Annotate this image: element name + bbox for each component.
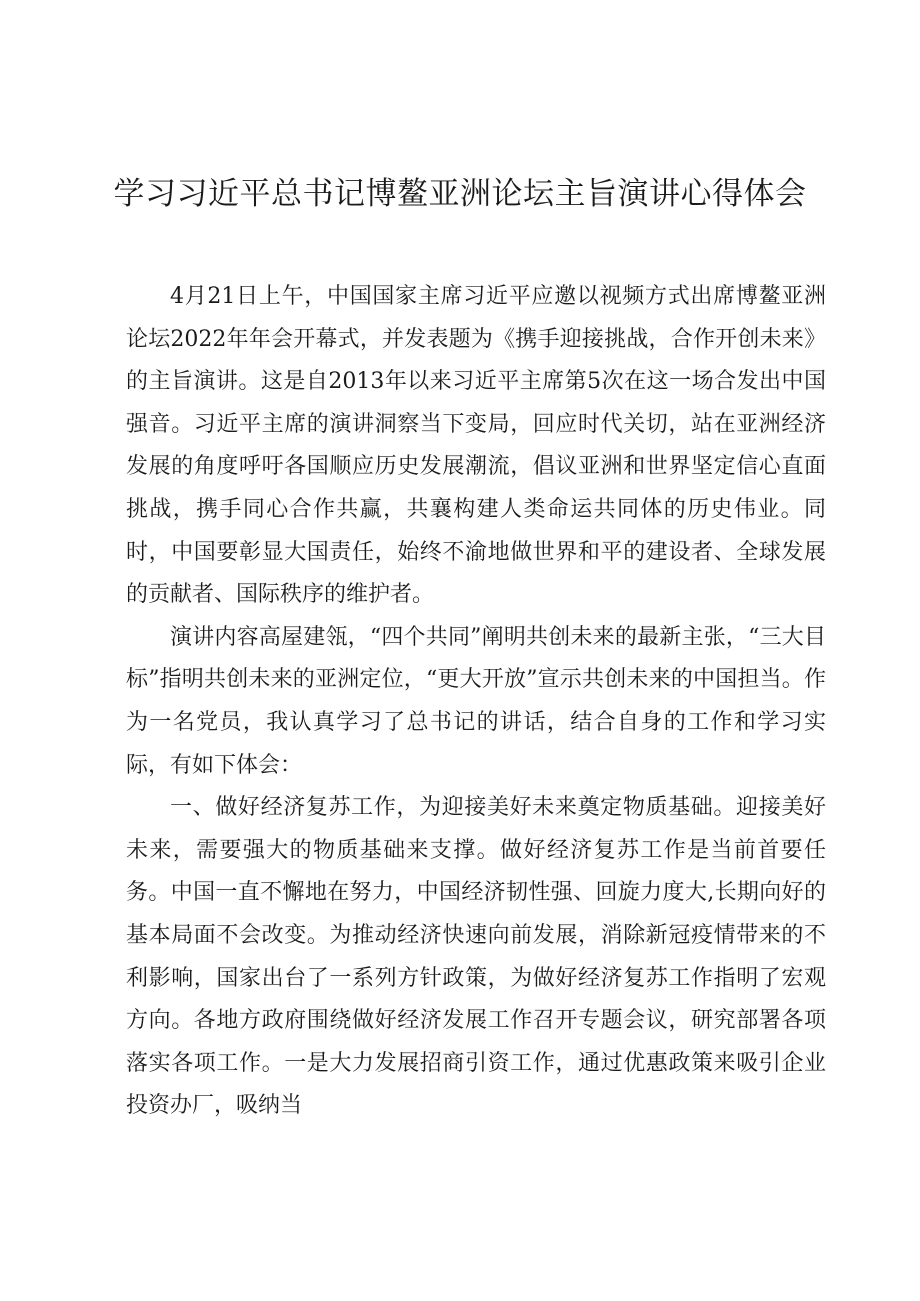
- paragraph-intro: 4月21日上午，中国国家主席习近平应邀以视频方式出席博鳌亚洲论坛2022年年会开幕式，并发表题为《携手迎接挑战，合作开创未来》的主旨演讲。这是自2013年以来习近平主席第5次在这一场合发出中国强音。习近平主席的演讲洞察当下变局，回应时代关切，站在亚洲经济发展的角度呼吁各国顺应历史发展潮流，倡议亚洲和世界坚定信心直面挑战，携手同心合作共赢，共襄构建人类命运共同体的历史伟业。同时，中国要彰显大国责任，始终不渝地做世界和平的建设者、全球发展的贡献者、国际秩序的维护者。: [126, 284, 826, 608]
- document-title: 学习习近平总书记博鳌亚洲论坛主旨演讲心得体会: [113, 176, 807, 212]
- paragraph-summary: 演讲内容高屋建瓴，“四个共同”阐明共创未来的最新主张，“三大目标”指明共创未来的亚洲定位，“更大开放”宣示共创未来的中国担当。作为一名党员，我认真学习了总书记的讲话，结合自身的工作和学习实际，有如下体会：: [126, 624, 826, 778]
- document-body: [126, 276, 826, 1128]
- paragraph-point-one: 一、做好经济复苏工作，为迎接美好未来奠定物质基础。迎接美好未来，需要强大的物质基础来支撑。做好经济复苏工作是当前首要任务。中国一直不懈地在努力，中国经济韧性强、回旋力度大,长期向好的基本局面不会改变。为推动经济快速向前发展，消除新冠疫情带来的不利影响，国家出台了一系列方针政策，为做好经济复苏工作指明了宏观方向。各地方政府围绕做好经济发展工作召开专题会议，研究部署各项落实各项工作。一是大力发展招商引资工作，通过优惠政策来吸引企业投资办厂，吸纳当: [126, 795, 826, 1119]
